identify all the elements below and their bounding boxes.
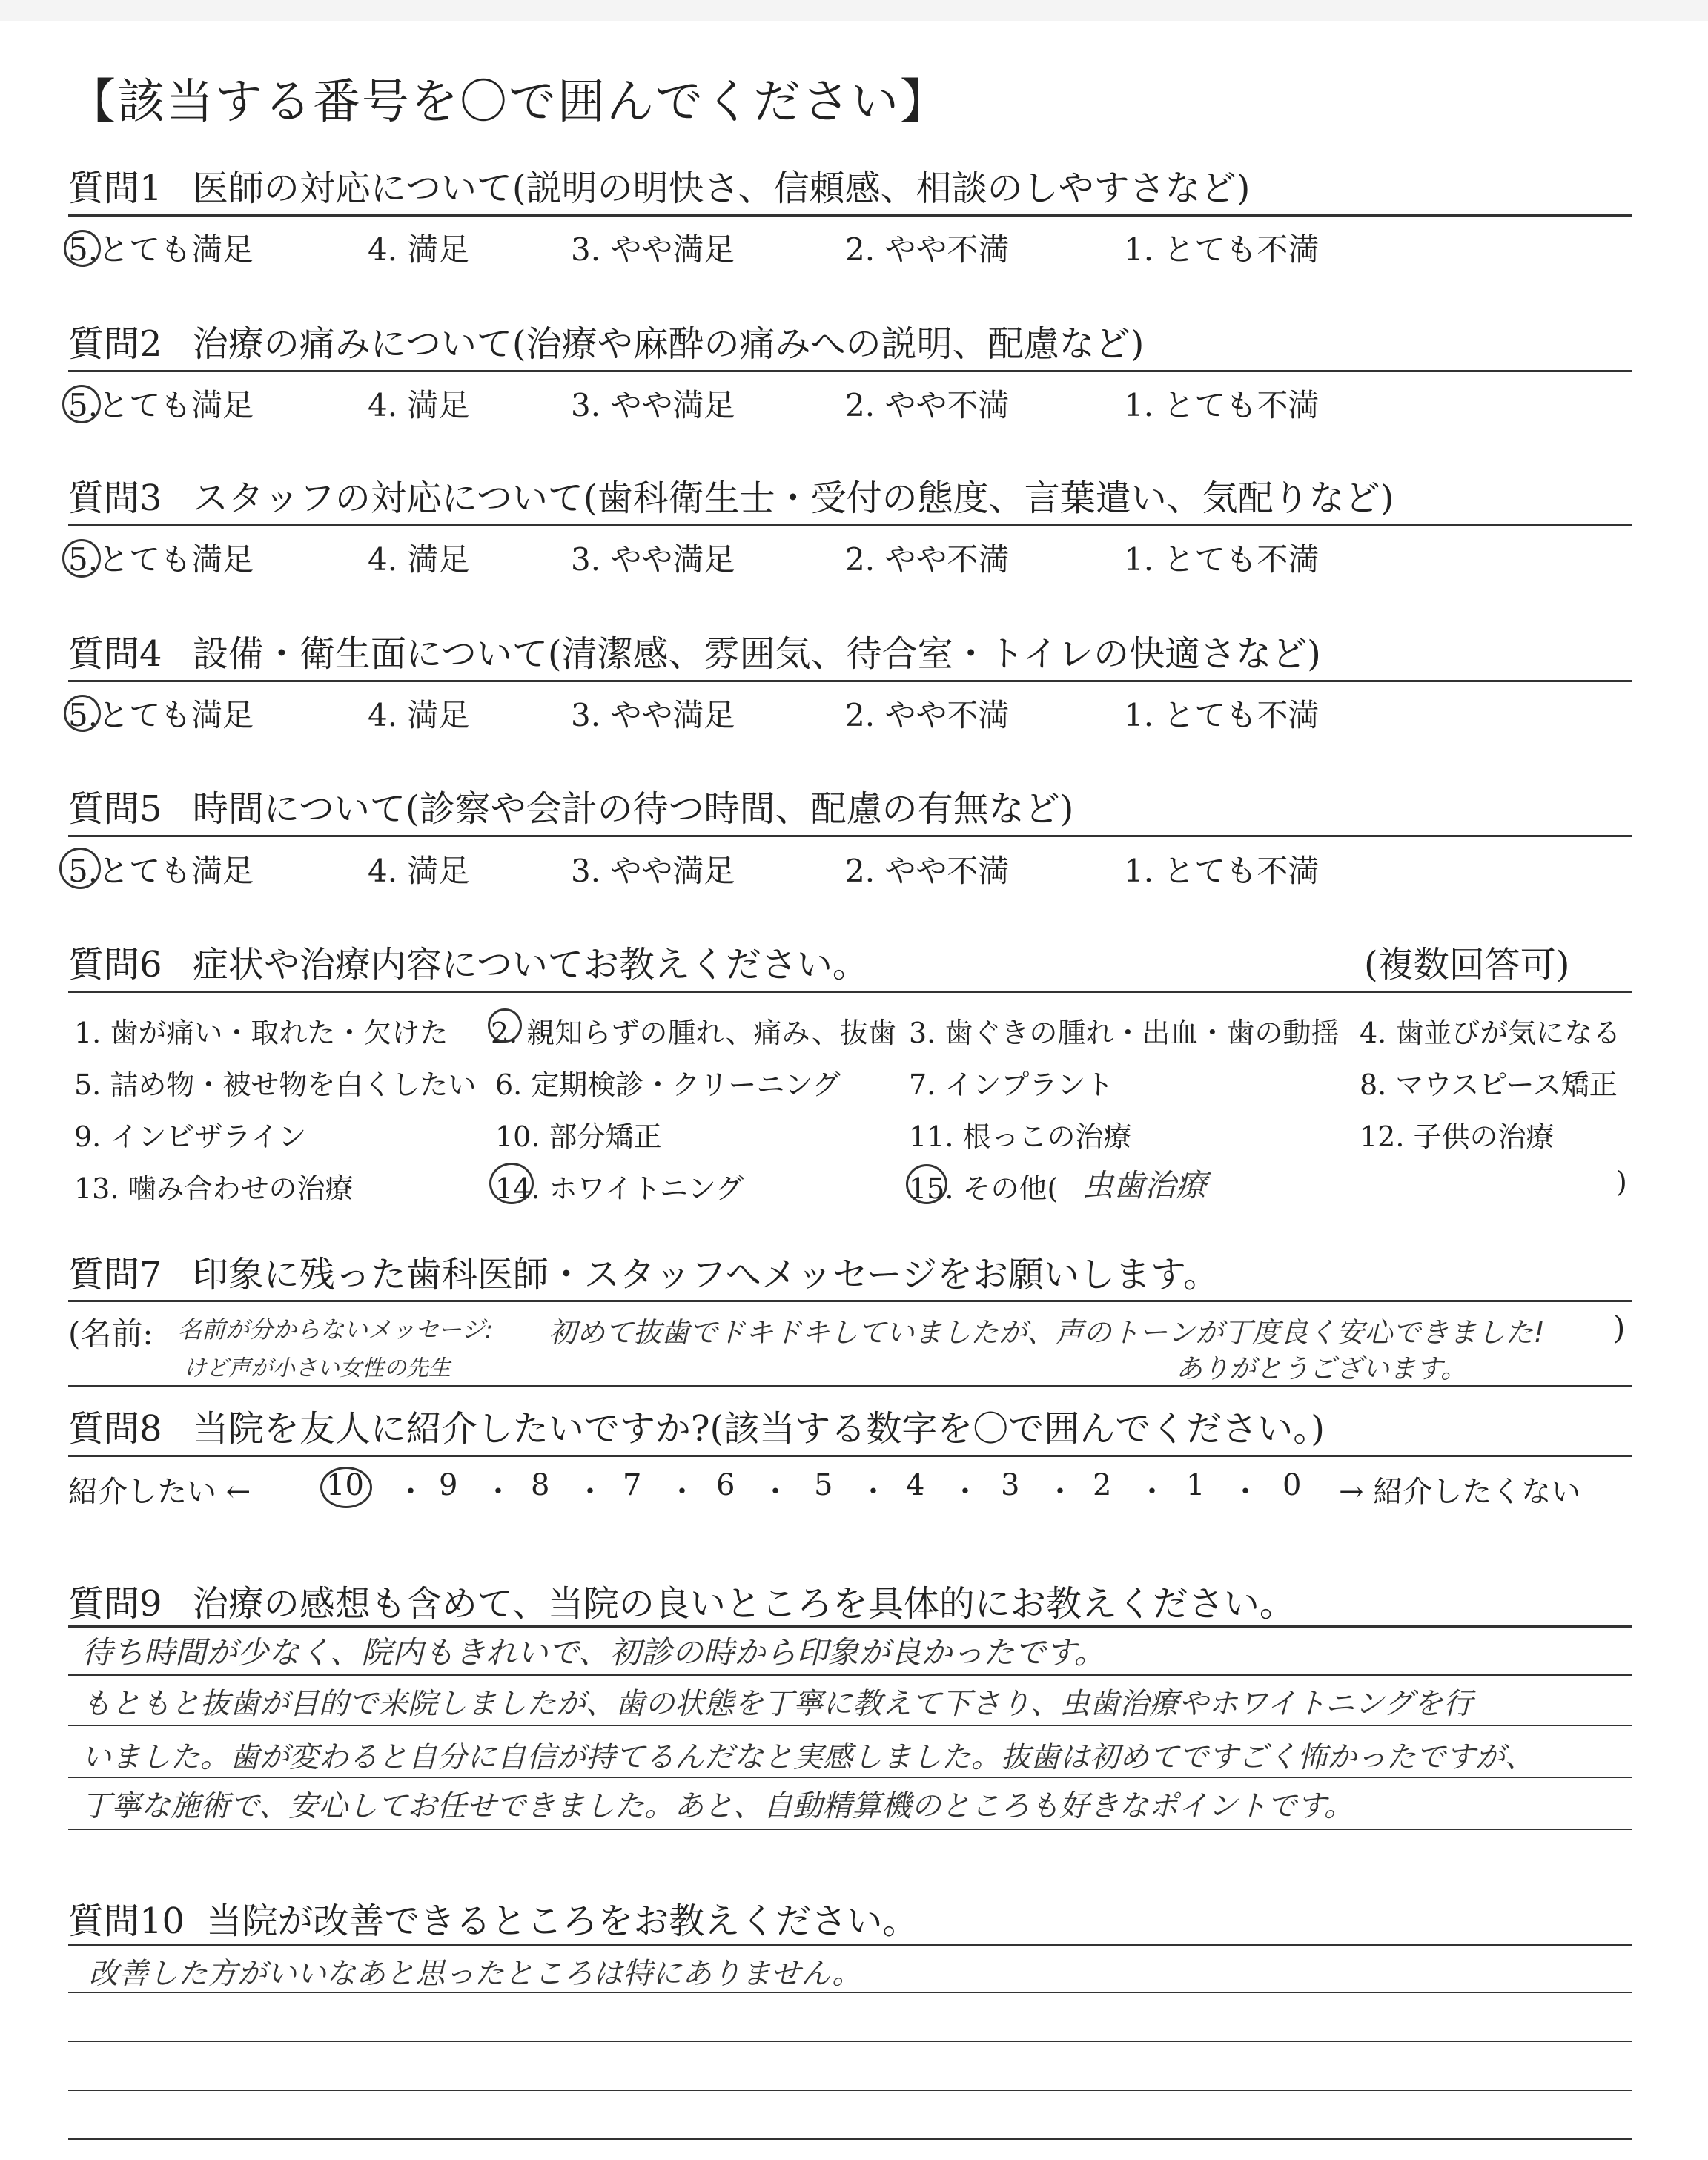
q1-option-4[interactable]: 4. 満足 [368,231,470,268]
q8-text: 当院を友人に紹介したいですか?(該当する数字を〇で囲んでください。) [192,1408,1325,1450]
q1-option-2[interactable]: 2. やや不満 [845,231,1010,268]
q6-rule [68,991,1632,993]
q2-option-2[interactable]: 2. やや不満 [845,387,1010,423]
q5-label: 質問5 [68,788,162,830]
q6-option-3[interactable]: 3. 歯ぐきの腫れ・出血・歯の動揺 [909,1017,1340,1049]
q7-text: 印象に残った歯科医師・スタッフへメッセージをお願いします。 [192,1254,1219,1295]
q6-option-4[interactable]: 4. 歯並びが気になる [1360,1017,1621,1049]
q6-selected-circle-2 [488,1008,522,1043]
q9-line-rule [68,1674,1632,1676]
q3-text: スタッフの対応について(歯科衛生士・受付の態度、言葉遣い、気配りなど) [192,478,1394,519]
q1-option-3[interactable]: 3. やや満足 [571,231,735,268]
q1-header [68,159,1250,211]
q6-other-close: ) [1616,1166,1627,1198]
q8-selected-circle [320,1467,372,1508]
q1-label: 質問1 [68,168,162,209]
q4-option-1[interactable]: 1. とても不満 [1124,697,1320,733]
q7-message-2: ありがとうございます。 [1176,1354,1468,1384]
q1-selected-circle [64,230,101,267]
q8-dot: ・ [1137,1475,1167,1509]
q5-option-4[interactable]: 4. 満足 [368,853,470,889]
page-title: 【該当する番号を〇で囲んでください】 [68,75,949,130]
q3-option-4[interactable]: 4. 満足 [368,541,470,578]
q8-label: 質問8 [68,1408,162,1450]
q8-left-label: 紹介したい ← [68,1475,251,1509]
q9-line-rule [68,1777,1632,1778]
q2-option-5[interactable]: 5.とても満足 [68,387,254,423]
q8-scale-7[interactable]: 7 [623,1468,642,1502]
q9-line-2: もともと抜歯が目的で来院しましたが、歯の状態を丁寧に教えて下さり、虫歯治療やホワイトニングを行 [82,1687,1473,1721]
q8-dot: ・ [667,1475,697,1509]
q2-option-4[interactable]: 4. 満足 [368,387,470,423]
q7-message-1: 初めて抜歯でドキドキしていましたが、声のトーンが丁度良く安心できました! [549,1316,1545,1349]
q6-option-9[interactable]: 9. インビザライン [74,1120,307,1153]
q3-rule [68,524,1632,526]
q7-header [68,1246,1219,1297]
q5-header [68,780,1073,831]
q6-header [68,936,868,987]
q10-label: 質問10 [68,1900,185,1942]
q10-line-rule [68,2090,1632,2091]
q6-option-1[interactable]: 1. 歯が痛い・取れた・欠けた [74,1017,448,1049]
q2-text: 治療の痛みについて(治療や麻酔の痛みへの説明、配慮など) [192,323,1145,365]
q2-option-3[interactable]: 3. やや満足 [571,387,735,423]
q8-scale-5[interactable]: 5 [814,1468,833,1502]
q6-selected-circle-15 [906,1164,947,1204]
q8-dot: ・ [1231,1475,1260,1509]
q10-text: 当院が改善できるところをお教えください。 [206,1900,918,1942]
q8-scale-0[interactable]: 0 [1282,1468,1302,1502]
q8-scale-10[interactable]: 10 [326,1468,364,1502]
q7-lower-rule [68,1385,1632,1387]
q6-other-written: 虫歯治療 [1082,1167,1208,1203]
q6-option-10[interactable]: 10. 部分矯正 [495,1120,662,1153]
q8-scale-8[interactable]: 8 [531,1468,550,1502]
q6-selected-circle-14 [489,1163,534,1204]
q3-header [68,469,1394,521]
q4-rule [68,680,1632,682]
q9-label: 質問9 [68,1583,162,1625]
q8-scale-2[interactable]: 2 [1093,1468,1112,1502]
q3-option-1[interactable]: 1. とても不満 [1124,541,1320,578]
q5-rule [68,835,1632,837]
q6-note: (複数回答可) [1364,944,1570,985]
q9-line-3: いました。歯が変わると自分に自信が持てるんだなと実感しました。抜歯は初めてですごく怖かったですが、 [82,1740,1535,1774]
q9-line-rule [68,1725,1632,1726]
q6-option-6[interactable]: 6. 定期検診・クリーニング [495,1069,841,1101]
q7-rule [68,1300,1632,1302]
q4-option-5[interactable]: 5.とても満足 [68,697,254,733]
q4-option-4[interactable]: 4. 満足 [368,697,470,733]
q8-dot: ・ [1045,1475,1075,1509]
q4-text: 設備・衛生面について(清潔感、雰囲気、待合室・トイレの快適さなど) [192,633,1321,675]
q8-scale-3[interactable]: 3 [1001,1468,1020,1502]
q9-line-4: 丁寧な施術で、安心してお任せできました。あと、自動精算機のところも好きなポイントです。 [82,1789,1354,1823]
q10-line-1: 改善した方がいいなあと思ったところは特にありません。 [89,1957,862,1991]
q8-scale-4[interactable]: 4 [906,1468,925,1502]
q10-line-rule [68,2041,1632,2042]
q2-header [68,315,1144,366]
q4-option-2[interactable]: 2. やや不満 [845,697,1010,733]
q7-name-written-2: けど声が小さい女性の先生 [184,1355,451,1381]
scan-top-edge [0,0,1708,21]
q8-dot: ・ [950,1475,980,1509]
q10-line-rule [68,1992,1632,1993]
q9-text: 治療の感想も含めて、当院の良いところを具体的にお教えください。 [192,1583,1295,1625]
q9-header [68,1575,1295,1626]
q5-option-2[interactable]: 2. やや不満 [845,853,1010,889]
q2-label: 質問2 [68,323,162,365]
q3-selected-circle [62,539,101,578]
q6-option-2[interactable]: 2. 親知らずの腫れ、痛み、抜歯 [491,1017,896,1049]
q3-label: 質問3 [68,478,162,519]
q9-line-1: 待ち時間が少なく、院内もきれいで、初診の時から印象が良かったです。 [82,1634,1105,1671]
q7-name-label: (名前: [68,1315,153,1352]
q2-rule [68,370,1632,372]
q1-option-1[interactable]: 1. とても不満 [1124,231,1320,268]
q6-text: 症状や治療内容についてお教えください。 [192,944,868,985]
q5-option-5[interactable]: 5.とても満足 [68,853,254,889]
q7-close: ) [1613,1309,1626,1346]
q8-scale-9[interactable]: 9 [439,1468,458,1502]
q8-dot: ・ [858,1475,888,1509]
q10-line-rule [68,2138,1632,2140]
q4-header [68,625,1321,676]
q3-option-2[interactable]: 2. やや不満 [845,541,1010,578]
q6-option-5[interactable]: 5. 詰め物・被せ物を白くしたい [74,1069,477,1101]
q1-option-5[interactable]: 5.とても満足 [68,231,254,268]
q8-dot: ・ [575,1475,605,1509]
q6-option-8[interactable]: 8. マウスピース矯正 [1360,1069,1618,1101]
q6-option-13[interactable]: 13. 噛み合わせの治療 [74,1172,354,1205]
q2-option-1[interactable]: 1. とても不満 [1124,387,1320,423]
q8-dot: ・ [483,1475,513,1509]
q10-header [68,1892,918,1943]
q5-option-1[interactable]: 1. とても不満 [1124,853,1320,889]
q1-rule [68,214,1632,217]
q5-text: 時間について(診察や会計の待つ時間、配慮の有無など) [192,788,1074,830]
q8-header [68,1400,1325,1451]
q8-scale-6[interactable]: 6 [716,1468,735,1502]
q10-rule [68,1944,1632,1946]
q6-option-7[interactable]: 7. インプラント [909,1069,1114,1101]
q5-option-3[interactable]: 3. やや満足 [571,853,735,889]
q3-option-5[interactable]: 5.とても満足 [68,541,254,578]
q9-line-rule [68,1829,1632,1830]
q6-option-12[interactable]: 12. 子供の治療 [1360,1120,1555,1153]
q8-rule [68,1455,1632,1457]
q3-option-3[interactable]: 3. やや満足 [571,541,735,578]
q6-option-11[interactable]: 11. 根っこの治療 [909,1120,1132,1153]
q6-label: 質問6 [68,944,162,985]
q7-label: 質問7 [68,1254,162,1295]
q4-selected-circle [64,695,101,732]
q8-right-label: → 紹介したくない [1339,1475,1581,1509]
q6-option-15[interactable]: 15. その他( [909,1172,1059,1205]
q7-name-written-1: 名前が分からないメッセージ: [178,1315,493,1344]
q5-selected-circle [59,848,101,889]
q4-label: 質問4 [68,633,162,675]
q8-dot: ・ [761,1475,790,1509]
q9-rule [68,1625,1632,1628]
q6-option-14[interactable]: 14. ホワイトニング [495,1172,744,1205]
q2-selected-circle [62,385,101,423]
q1-text: 医師の対応について(説明の明快さ、信頼感、相談のしやすさなど) [192,168,1251,209]
q8-dot: ・ [396,1475,426,1509]
q8-scale-1[interactable]: 1 [1186,1468,1205,1502]
q4-option-3[interactable]: 3. やや満足 [571,697,735,733]
